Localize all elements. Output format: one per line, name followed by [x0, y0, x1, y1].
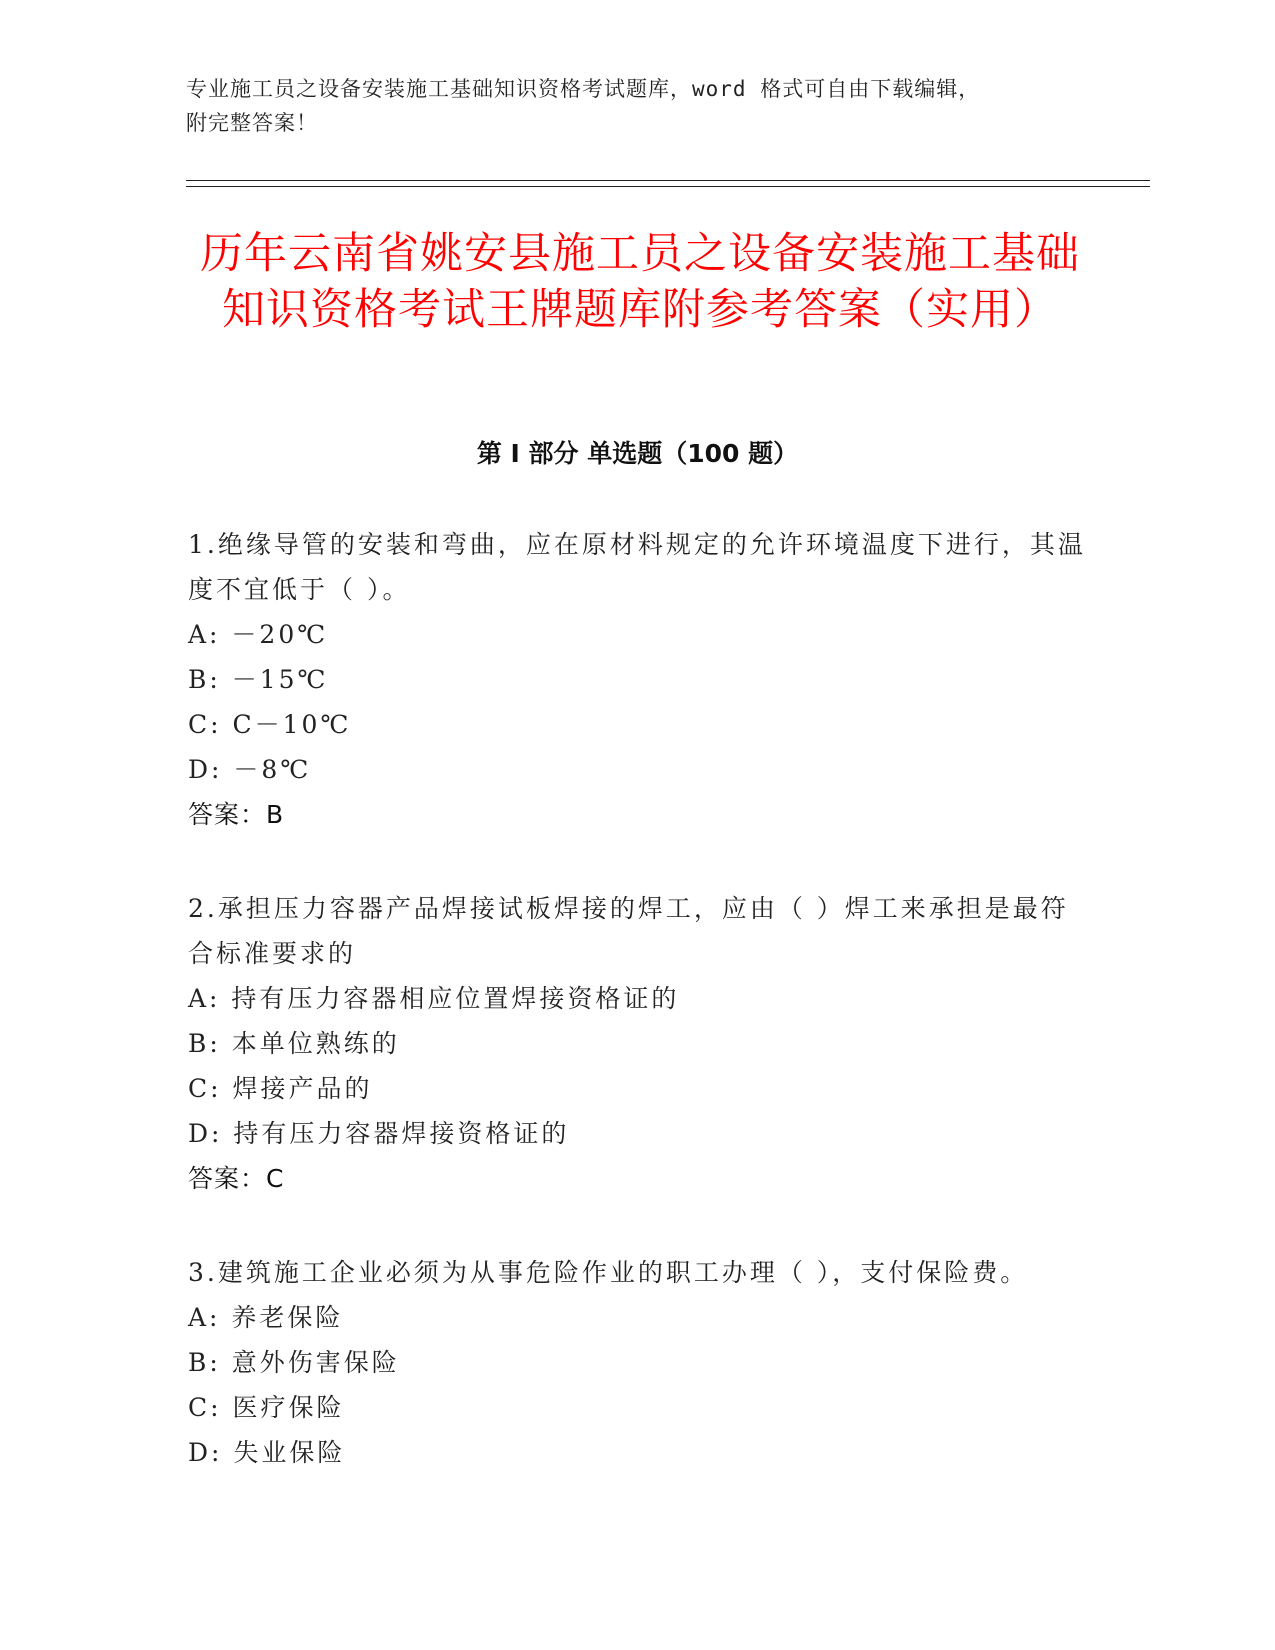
question-text: 3.建筑施工企业必须为从事危险作业的职工办理（ ），支付保险费。	[188, 1258, 1029, 1287]
option-a: A: －20℃	[188, 620, 329, 649]
option-c: C: 医疗保险	[188, 1393, 345, 1422]
header-note-line: 附完整答案！	[186, 111, 318, 135]
section-heading: 第 I 部分 单选题（100 题）	[476, 439, 799, 468]
option-a: A: 养老保险	[188, 1303, 344, 1332]
option-b: B: 本单位熟练的	[188, 1029, 400, 1058]
option-d: D: 持有压力容器焊接资格证的	[188, 1119, 570, 1148]
option-c: C: C－10℃	[188, 710, 352, 739]
document-title: 历年云南省姚安县施工员之设备安装施工基础知识资格考试王牌题库附参考答案（实用）	[200, 229, 1080, 335]
divider-line	[186, 180, 1150, 181]
option-b: B: －15℃	[188, 665, 329, 694]
header-note	[186, 72, 1066, 140]
question-text: 1.绝缘导管的安装和弯曲，应在原材料规定的允许环境温度下进行，其温度不宜低于（ ）。	[188, 530, 1086, 604]
question-block	[188, 522, 1088, 837]
header-note-line: 专业施工员之设备安装施工基础知识资格考试题库，word 格式可自由下载编辑，	[186, 77, 981, 101]
option-a: A: 持有压力容器相应位置焊接资格证的	[188, 984, 680, 1013]
question-block	[188, 1250, 1088, 1475]
option-d: D: 失业保险	[188, 1438, 346, 1467]
divider-line	[186, 186, 1150, 187]
question-text: 2.承担压力容器产品焊接试板焊接的焊工，应由（ ）焊工来承担是最符合标准要求的	[188, 894, 1069, 968]
answer-text: 答案：B	[188, 800, 285, 829]
option-d: D: －8℃	[188, 755, 312, 784]
option-c: C: 焊接产品的	[188, 1074, 373, 1103]
option-b: B: 意外伤害保险	[188, 1348, 400, 1377]
answer-text: 答案：C	[188, 1164, 285, 1193]
question-block	[188, 886, 1088, 1201]
